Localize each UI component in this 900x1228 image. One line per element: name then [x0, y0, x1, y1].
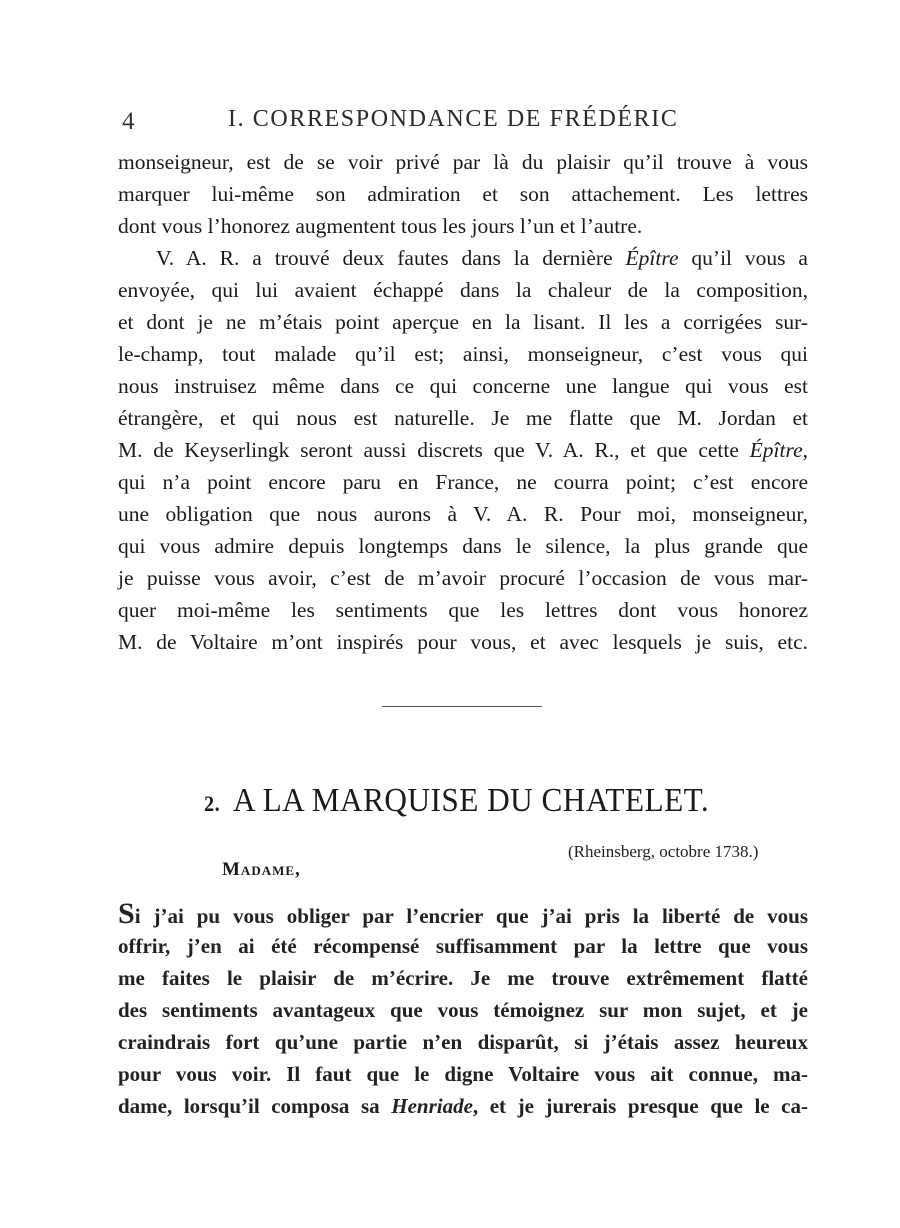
text-line: le-champ, tout malade qu’il est; ainsi, monseigneur, c’est vous qui	[118, 342, 808, 366]
dateline: (Rheinsberg, octobre 1738.)	[568, 842, 759, 861]
text-line: étrangère, et qui nous est naturelle. Je me flatte que M. Jordan et	[118, 406, 808, 430]
text-line: je puisse vous avoir, c’est de m’avoir procuré l’occasion de vous mar-	[118, 566, 808, 590]
text-line: dont vous l’honorez augmentent tous les jours l’un et l’autre.	[118, 214, 643, 238]
text-line: une obligation que nous aurons à V. A. R. Pour moi, monseigneur,	[118, 502, 808, 526]
text-line: M. de Voltaire m’ont inspirés pour vous, et avec lesquels je suis, etc.	[118, 630, 808, 654]
text-line: me faites le plaisir de m’écrire. Je me trouve extrêmement flatté	[118, 966, 808, 990]
text-line: V. A. R. a trouvé deux fautes dans la dernière Épître qu’il vous a	[156, 246, 808, 270]
text-line: qui vous admire depuis longtemps dans le silence, la plus grande que	[118, 534, 808, 558]
letter-title-text: A LA MARQUISE DU CHATELET.	[232, 782, 710, 819]
text-line: dame, lorsqu’il composa sa Henriade, et je jurerais presque que le ca-	[118, 1094, 808, 1118]
text-line-first	[118, 898, 808, 930]
text-line: craindrais fort qu’une partie n’en disparût, si j’étais assez heureux	[118, 1030, 808, 1054]
page-number: 4	[122, 108, 135, 135]
letter-title	[204, 782, 709, 820]
text-line: qui n’a point encore paru en France, ne courra point; c’est encore	[118, 470, 808, 494]
italic-title: Henriade	[391, 1094, 473, 1118]
salutation: Madame,	[222, 859, 301, 880]
italic-title: Épître	[749, 438, 803, 462]
section-divider	[382, 706, 542, 707]
text-line-content: i j’ai pu vous obliger par l’encrier que j’ai pris la liberté de vous	[134, 904, 808, 928]
text-line: des sentiments avantageux que vous témoignez sur mon sujet, et je	[118, 998, 808, 1022]
text-line: pour vous voir. Il faut que le digne Voltaire vous ait connue, ma-	[118, 1062, 808, 1086]
text-line: envoyée, qui lui avaient échappé dans la chaleur de la composition,	[118, 278, 808, 302]
letter-number: 2.	[204, 791, 221, 816]
text-line: marquer lui-même son admiration et son attachement. Les lettres	[118, 182, 808, 206]
text-line: nous instruisez même dans ce qui concerne une langue qui vous est	[118, 374, 808, 398]
running-title: I. CORRESPONDANCE DE FRÉDÉRIC	[228, 106, 679, 132]
italic-title: Épître	[625, 246, 679, 270]
text-line: offrir, j’en ai été récompensé suffisamment par la lettre que vous	[118, 934, 808, 958]
text-line: M. de Keyserlingk seront aussi discrets que V. A. R., et que cette Épître,	[118, 438, 808, 462]
running-head	[118, 104, 808, 136]
drop-cap: S	[118, 897, 135, 930]
text-line: et dont je ne m’étais point aperçue en la lisant. Il les a corrigées sur-	[118, 310, 808, 334]
text-line: monseigneur, est de se voir privé par là du plaisir qu’il trouve à vous	[118, 150, 808, 174]
text-line: quer moi-même les sentiments que les lettres dont vous honorez	[118, 598, 808, 622]
